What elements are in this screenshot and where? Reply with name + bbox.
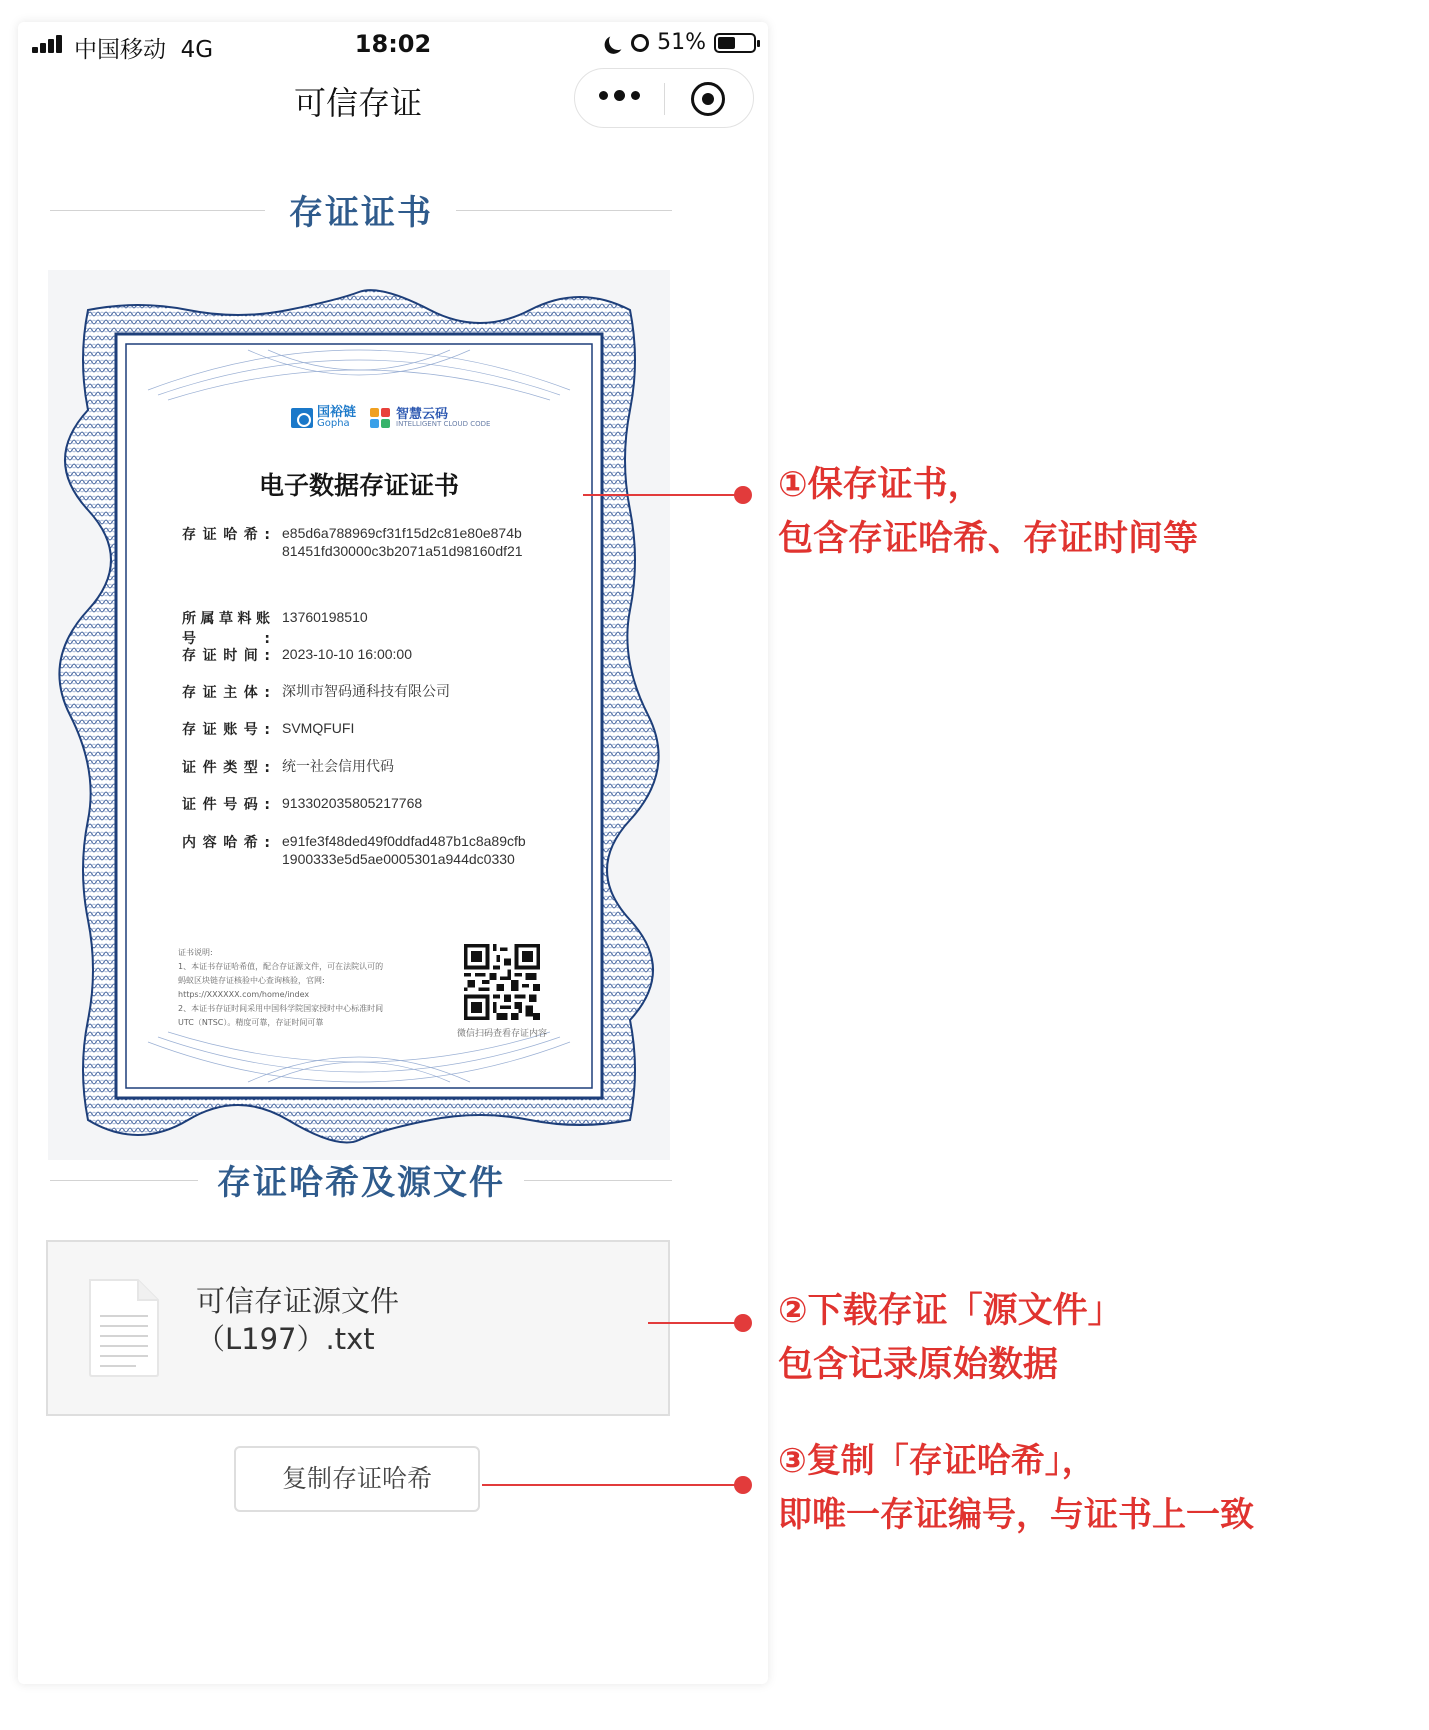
note-line: https://XXXXXX.com/home/index <box>178 990 310 999</box>
annotation-3-line-2: 即唯一存证编号，与证书上一致 <box>778 1495 1254 1535</box>
cert-field-label: 存证时间: <box>182 648 270 664</box>
moon-icon <box>608 30 629 51</box>
status-bar <box>18 22 768 66</box>
cert-field-label: 内容哈希: <box>182 835 270 851</box>
certificate-section-heading <box>50 185 722 235</box>
cert-field-value: SVMQFUFI <box>282 720 355 736</box>
nav-bar <box>18 66 768 130</box>
battery-icon <box>714 33 756 53</box>
phone-screen <box>18 22 768 1684</box>
annotation-connector-3 <box>482 1484 743 1486</box>
qr-caption: 微信扫码查看存证内容 <box>456 1029 547 1039</box>
target-icon[interactable] <box>691 82 725 116</box>
note-line: 1、本证书存证哈希值，配合存证源文件，可在法院认可的 <box>178 962 384 971</box>
annotation-3-line-1: ③复制「存证哈希」， <box>778 1441 1096 1481</box>
annotation-3 <box>778 1434 1254 1542</box>
cloudcode-logo <box>370 408 490 428</box>
carrier-name: 中国移动 <box>74 37 166 63</box>
annotation-dot-2 <box>734 1314 752 1332</box>
note-line: UTC（NTSC）。精度可靠，存证时间可靠 <box>178 1018 324 1027</box>
gopha-logo-name: 国裕链 <box>317 405 357 420</box>
source-file-name[interactable] <box>196 1282 399 1358</box>
hash-line-1: e85d6a788969cf31f15d2c81e80e874b <box>282 525 522 541</box>
gopha-logo-icon <box>291 408 313 428</box>
copy-hash-button[interactable]: 复制存证哈希 <box>234 1446 480 1512</box>
document-icon <box>86 1278 160 1378</box>
cert-field-value: 913302035805217768 <box>282 795 423 811</box>
annotation-connector-1 <box>583 494 743 496</box>
certificate-heading-text: 存证证书 <box>289 193 433 233</box>
file-name-line-1: 可信存证源文件 <box>196 1284 400 1318</box>
cert-field-value: 深圳市智码通科技有限公司 <box>282 683 450 699</box>
cert-field-label: 证件类型: <box>182 760 270 776</box>
alarm-icon <box>631 34 649 52</box>
content-hash-line-1: e91fe3f48ded49f0ddfad487b1c8a89cfb <box>282 833 526 849</box>
annotation-1-line-2: 包含存证哈希、存证时间等 <box>778 519 1199 559</box>
note-line: 2、本证书存证时间采用中国科学院国家授时中心标准时间 <box>178 1004 384 1013</box>
hash-line-2: 81451fd30000c3b2071a51d98160df21 <box>282 543 523 559</box>
cloudcode-logo-icon <box>370 408 392 428</box>
hash-heading-text: 存证哈希及源文件 <box>217 1163 505 1203</box>
cert-field-value <box>282 524 582 560</box>
annotation-dot-3 <box>734 1476 752 1494</box>
annotation-1-line-1: ①保存证书， <box>778 465 983 505</box>
miniprogram-capsule <box>574 68 754 128</box>
annotation-2 <box>778 1284 1123 1392</box>
annotation-1 <box>778 458 1198 566</box>
status-icons <box>605 30 756 55</box>
battery-level <box>718 37 735 49</box>
source-file-card[interactable] <box>46 1240 670 1416</box>
qr-code[interactable] <box>464 944 540 1020</box>
cert-field-value: 统一社会信用代码 <box>282 758 394 774</box>
cert-field-label: 所属草料账号: <box>182 611 270 647</box>
annotation-dot-1 <box>734 486 752 504</box>
capsule-divider <box>664 83 665 115</box>
cloudcode-logo-sub: INTELLIGENT CLOUD CODE <box>396 419 491 428</box>
network-type: 4G <box>180 37 214 63</box>
annotation-connector-2 <box>648 1322 743 1324</box>
content-hash-line-2: 1900333e5d5ae0005301a944dc0330 <box>282 851 515 867</box>
certificate-title: 电子数据存证证书 <box>258 471 459 500</box>
annotation-2-line-1: ②下载存证「源文件」 <box>778 1291 1123 1331</box>
cert-field-value: 2023-10-10 16:00:00 <box>282 646 412 662</box>
certificate-notes <box>178 946 408 1030</box>
hash-section-heading <box>50 1155 722 1205</box>
cert-field-label: 存证哈希: <box>182 527 270 543</box>
file-name-line-2: （L197）.txt <box>196 1322 375 1356</box>
page-title: 可信存证 <box>293 84 422 122</box>
cert-field-value: 13760198510 <box>282 609 368 625</box>
note-line: 证书说明: <box>178 948 213 957</box>
certificate-logos <box>291 406 490 429</box>
clock: 18:02 <box>354 30 432 58</box>
battery-percent: 51% <box>657 30 706 55</box>
gopha-logo <box>291 406 356 429</box>
cert-field-label: 存证账号: <box>182 722 270 738</box>
more-dots-icon[interactable] <box>599 91 640 101</box>
cloudcode-logo-name: 智慧云码 <box>396 406 449 422</box>
cert-field-value <box>282 832 582 868</box>
annotation-2-line-2: 包含记录原始数据 <box>778 1345 1059 1385</box>
cert-field-label: 存证主体: <box>182 685 270 701</box>
cert-field-label: 证件号码: <box>182 797 270 813</box>
note-line: 蚂蚁区块链存证核验中心查询核验，官网: <box>178 976 325 985</box>
gopha-logo-sub: Gopha <box>317 418 350 429</box>
